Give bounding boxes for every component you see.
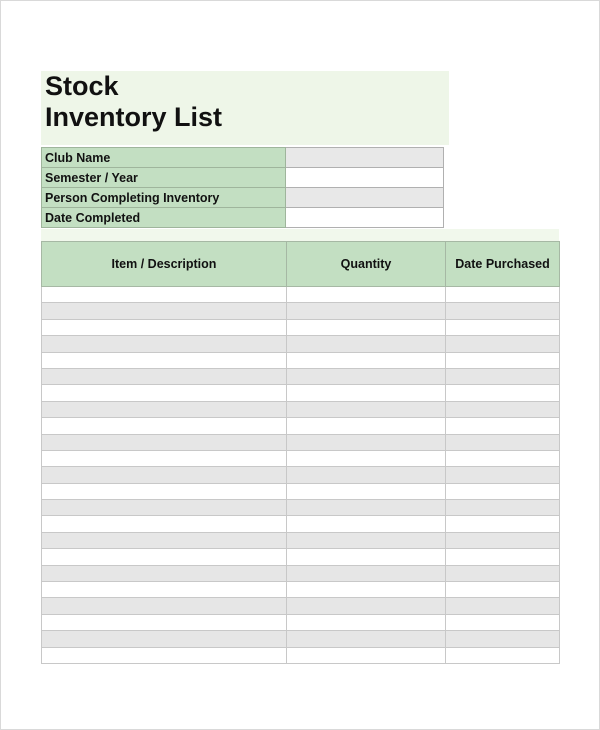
item-description-cell[interactable] (42, 434, 287, 450)
quantity-cell[interactable] (287, 385, 446, 401)
document-title (45, 71, 222, 133)
quantity-cell[interactable] (287, 500, 446, 516)
date-purchased-cell[interactable] (446, 500, 560, 516)
date-purchased-cell[interactable] (446, 450, 560, 466)
info-label: Semester / Year (42, 168, 286, 188)
item-description-cell[interactable] (42, 467, 287, 483)
date-purchased-cell[interactable] (446, 385, 560, 401)
club-name-field[interactable] (286, 148, 444, 168)
semester-year-field[interactable] (286, 168, 444, 188)
item-description-cell[interactable] (42, 631, 287, 647)
title-line-2: Inventory List (45, 102, 223, 132)
table-row (42, 565, 560, 581)
quantity-cell[interactable] (287, 549, 446, 565)
quantity-cell[interactable] (287, 647, 446, 663)
quantity-cell[interactable] (287, 303, 446, 319)
date-purchased-cell[interactable] (446, 287, 560, 303)
item-description-cell[interactable] (42, 549, 287, 565)
item-description-cell[interactable] (42, 598, 287, 614)
quantity-cell[interactable] (287, 418, 446, 434)
info-table (41, 147, 444, 228)
title-line-1: Stock (45, 71, 119, 101)
quantity-cell[interactable] (287, 483, 446, 499)
date-purchased-cell[interactable] (446, 549, 560, 565)
quantity-cell[interactable] (287, 631, 446, 647)
date-purchased-cell[interactable] (446, 483, 560, 499)
item-description-cell[interactable] (42, 614, 287, 630)
table-row (42, 352, 560, 368)
inventory-table-body (42, 287, 560, 664)
table-row (42, 467, 560, 483)
quantity-cell[interactable] (287, 450, 446, 466)
quantity-cell[interactable] (287, 516, 446, 532)
item-description-cell[interactable] (42, 582, 287, 598)
table-row (42, 500, 560, 516)
date-purchased-cell[interactable] (446, 401, 560, 417)
quantity-cell[interactable] (287, 565, 446, 581)
info-row-club-name (42, 148, 444, 168)
item-description-cell[interactable] (42, 516, 287, 532)
item-description-cell[interactable] (42, 336, 287, 352)
table-row (42, 516, 560, 532)
item-description-cell[interactable] (42, 303, 287, 319)
inventory-table (41, 241, 560, 664)
info-row-date (42, 208, 444, 228)
table-row (42, 483, 560, 499)
table-header-row (42, 242, 560, 287)
table-row (42, 549, 560, 565)
table-row (42, 598, 560, 614)
item-description-cell[interactable] (42, 319, 287, 335)
quantity-cell[interactable] (287, 434, 446, 450)
quantity-cell[interactable] (287, 614, 446, 630)
date-purchased-cell[interactable] (446, 532, 560, 548)
item-description-cell[interactable] (42, 532, 287, 548)
date-purchased-cell[interactable] (446, 516, 560, 532)
item-description-cell[interactable] (42, 483, 287, 499)
date-purchased-cell[interactable] (446, 631, 560, 647)
info-row-semester (42, 168, 444, 188)
column-header-quantity: Quantity (287, 242, 446, 287)
info-label: Person Completing Inventory (42, 188, 286, 208)
table-row (42, 287, 560, 303)
item-description-cell[interactable] (42, 450, 287, 466)
date-completed-field[interactable] (286, 208, 444, 228)
table-row (42, 303, 560, 319)
person-completing-field[interactable] (286, 188, 444, 208)
quantity-cell[interactable] (287, 598, 446, 614)
item-description-cell[interactable] (42, 647, 287, 663)
date-purchased-cell[interactable] (446, 352, 560, 368)
table-row (42, 434, 560, 450)
table-row (42, 418, 560, 434)
date-purchased-cell[interactable] (446, 614, 560, 630)
column-header-item: Item / Description (42, 242, 287, 287)
item-description-cell[interactable] (42, 287, 287, 303)
date-purchased-cell[interactable] (446, 418, 560, 434)
date-purchased-cell[interactable] (446, 303, 560, 319)
item-description-cell[interactable] (42, 418, 287, 434)
quantity-cell[interactable] (287, 467, 446, 483)
quantity-cell[interactable] (287, 336, 446, 352)
info-row-person (42, 188, 444, 208)
table-row (42, 647, 560, 663)
item-description-cell[interactable] (42, 385, 287, 401)
table-row (42, 582, 560, 598)
table-row (42, 368, 560, 384)
quantity-cell[interactable] (287, 582, 446, 598)
info-label: Club Name (42, 148, 286, 168)
date-purchased-cell[interactable] (446, 598, 560, 614)
table-row (42, 385, 560, 401)
date-purchased-cell[interactable] (446, 582, 560, 598)
quantity-cell[interactable] (287, 352, 446, 368)
quantity-cell[interactable] (287, 319, 446, 335)
column-header-date: Date Purchased (446, 242, 560, 287)
info-label: Date Completed (42, 208, 286, 228)
table-row (42, 450, 560, 466)
quantity-cell[interactable] (287, 368, 446, 384)
date-purchased-cell[interactable] (446, 647, 560, 663)
quantity-cell[interactable] (287, 532, 446, 548)
table-row (42, 319, 560, 335)
date-purchased-cell[interactable] (446, 319, 560, 335)
separator-band (41, 229, 559, 241)
quantity-cell[interactable] (287, 287, 446, 303)
table-row (42, 532, 560, 548)
date-purchased-cell[interactable] (446, 336, 560, 352)
quantity-cell[interactable] (287, 401, 446, 417)
table-row (42, 401, 560, 417)
item-description-cell[interactable] (42, 565, 287, 581)
item-description-cell[interactable] (42, 352, 287, 368)
table-row (42, 336, 560, 352)
table-row (42, 614, 560, 630)
date-purchased-cell[interactable] (446, 434, 560, 450)
item-description-cell[interactable] (42, 401, 287, 417)
date-purchased-cell[interactable] (446, 368, 560, 384)
item-description-cell[interactable] (42, 500, 287, 516)
table-row (42, 631, 560, 647)
date-purchased-cell[interactable] (446, 467, 560, 483)
date-purchased-cell[interactable] (446, 565, 560, 581)
item-description-cell[interactable] (42, 368, 287, 384)
